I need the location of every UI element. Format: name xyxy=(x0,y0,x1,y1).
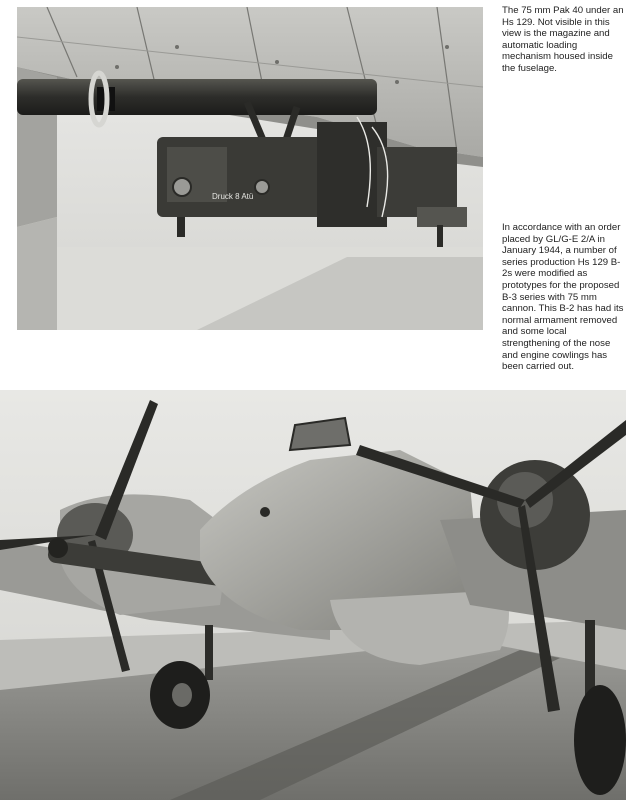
photo-aircraft-front xyxy=(0,390,626,800)
caption-cannon: The 75 mm Pak 40 under an Hs 129. Not visible in this view is the magazine and automatic loading mechanism housed inside the fuselage. xyxy=(502,5,624,74)
cannon-photo-illustration xyxy=(17,7,483,330)
photo-cannon-under-wing xyxy=(17,7,483,330)
caption-prototype: In accordance with an order placed by GL/G-E 2/A in January 1944, a number of series production Hs 129 B-2s were modified as prototypes for the proposed B-3 series with 75 mm cannon. This B-2 has had its normal armament removed and some local strengthening of the nose and engine cowlings has been carried out. xyxy=(502,222,624,373)
aircraft-photo-illustration xyxy=(0,390,626,800)
stencil-label: Druck 8 Atü xyxy=(212,192,254,201)
